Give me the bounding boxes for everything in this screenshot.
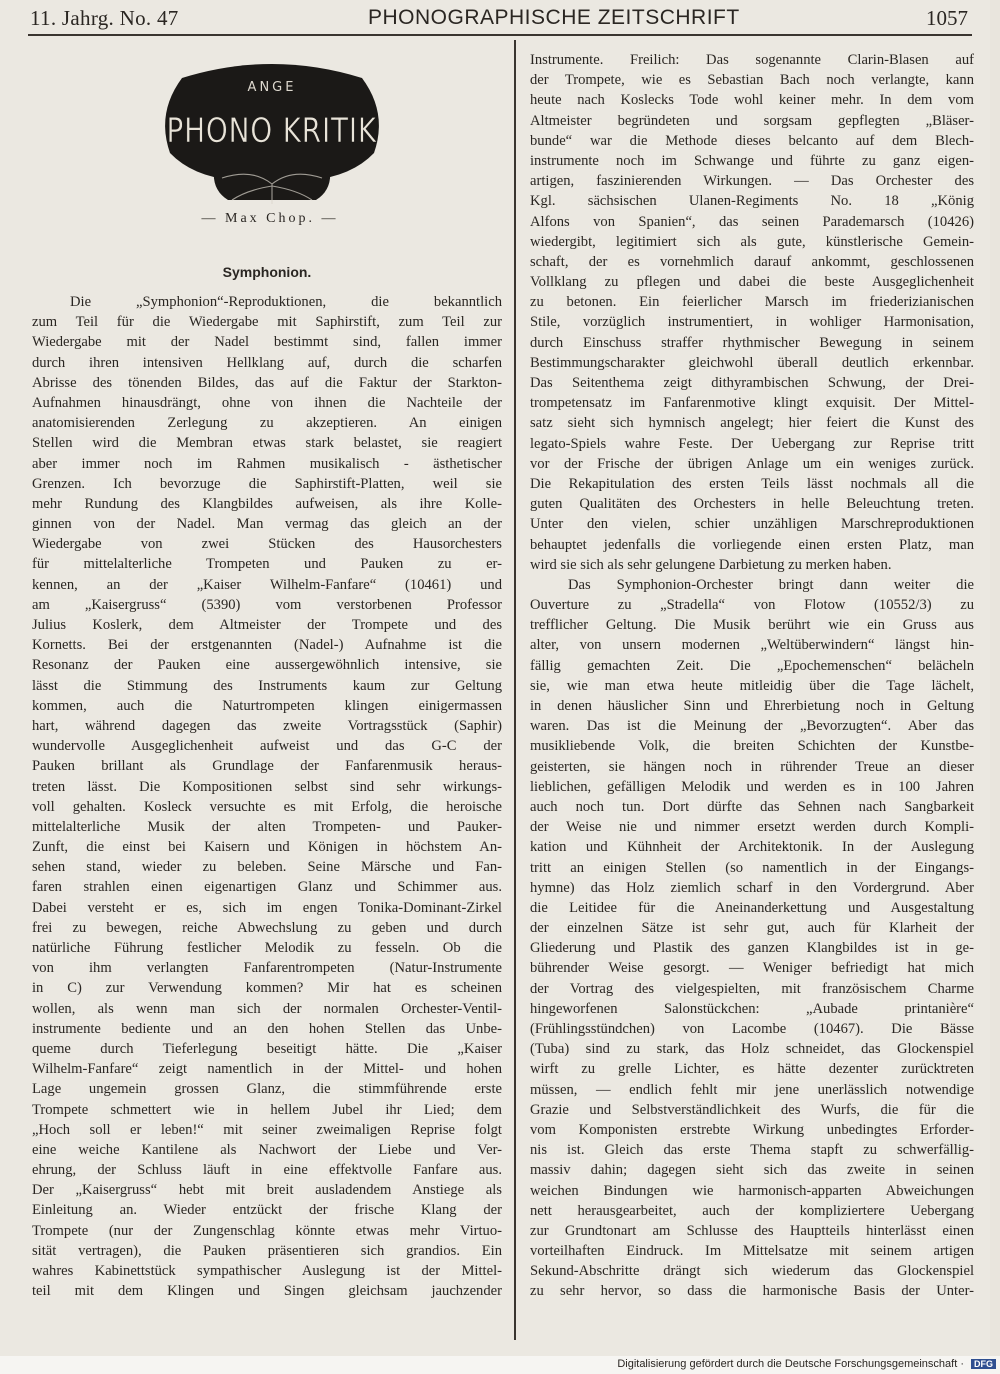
text-line: sität vertragen), die Pauken präsentieren sich grandios. Ein	[32, 1242, 502, 1259]
text-line: Instrumente. Freilich: Das sogenannte Clarin-Blasen auf	[530, 52, 974, 68]
text-line: müssen, — endlich fehlt mir jene unerlässlich notwendige	[530, 1081, 974, 1098]
text-line: Pauken brillant als Grundlage der Fanfarenmusik heraus-	[32, 758, 502, 775]
text-line: trompetensatz im Fanfarenmotive klingt exquisit. Der Mittel-	[530, 395, 974, 412]
text-line: Zunft, die einst bei Kaisern und Königen in höchstem An-	[32, 839, 502, 856]
text-line: faren strahlen einen eigenartigen Glanz und Schimmer aus.	[32, 879, 502, 896]
svg-text:ANGE: ANGE	[247, 80, 297, 95]
text-line: zur Grundtonart am Schlusse des Hauptteils hinterlässt einen	[530, 1222, 974, 1239]
page-number: 1057	[926, 6, 968, 30]
text-line: Julius Koslerk, dem Altmeister der Trompete und des	[32, 617, 502, 633]
text-line: in denen häuslicher Sinn und Ehrerbietung noch in Geltung	[530, 698, 974, 714]
text-line: die Leitidee für die Aneinanderkettung und Ausgestaltung	[530, 899, 974, 916]
text-line: vor der Frische der übrigen Anlage um ein weniges zurück.	[530, 455, 974, 472]
text-line: zum Teil für die Wiedergabe mit Saphirstift, zum Teil zur	[32, 314, 502, 331]
text-line: tritt an einigen Stellen (so namentlich in der Eingangs-	[530, 859, 974, 876]
text-line: behauptet jedenfalls die vorliegende einen ersten Platz, man	[530, 536, 974, 553]
text-line: hymne) das Holz ziemlich scharf in den Vordergrund. Aber	[530, 879, 974, 896]
text-line: Sekund-Abschritte drängt sich wiederum das Glockenspiel	[530, 1263, 974, 1280]
text-line: sie, wie man etwa heute mitleidig über die Tage lächelt,	[530, 677, 974, 694]
text-line: lieblichen, gefälligen Melodik und werden es in 100 Jahren	[530, 778, 974, 795]
text-line: hart, während dagegen das zweite Vortragsstück (Saphir)	[32, 717, 502, 734]
text-line: natürliche Führung festlicher Melodik zu fesseln. Ob die	[32, 940, 502, 956]
text-line: kennen, an der „Kaiser Wilhelm-Fanfare“ (10461) und	[32, 576, 502, 593]
text-line: Wiedergabe von zwei Stücken des Hausorchesters	[32, 536, 502, 553]
text-line: artigen, faszinierenden Wirkungen. — Das Orchester des	[530, 173, 974, 190]
text-line: eine weiche Kantilene als Nachwort der Liebe und Ver-	[32, 1141, 502, 1158]
text-line: musikliebende Volk, die breiten Schichten der Kunstbe-	[530, 738, 974, 755]
text-line: Altmeister begründeten und sorgsam gepflegten „Bläser-	[530, 112, 974, 129]
text-line: Unter den vielen, schier unzähligen Marschreproduktionen	[530, 516, 974, 533]
text-line: alter, von unsern modernen „Weltüberwindern“ längst hin-	[530, 637, 974, 654]
text-line: zu sehr hervor, so dass die harmonische Basis der Unter-	[530, 1283, 974, 1300]
text-line: der Weise nie und nimmer ersetzt werden durch Kompli-	[530, 819, 974, 836]
text-line: legato-Spiels wahre Feste. Der Uebergang zur Reprise tritt	[530, 435, 974, 452]
text-line: weichen Bindungen wie harmonisch-apparten Abweichungen	[530, 1182, 974, 1199]
text-line: durch Einschuss straffer rhythmischer Bewegung in seinem	[530, 334, 974, 351]
byline: — Max Chop. —	[201, 211, 339, 226]
text-line: hingeworfenen Salonstückchen: „Aubade printanière“	[530, 1000, 974, 1017]
text-line: Vollklang zu pflegen und dabei die beste Ausgeglichenheit	[530, 274, 974, 291]
text-line: satz sieht sich hymnisch angelegt; hier feiert die Kunst des	[530, 415, 974, 432]
text-line: Bestimmungscharakter gleichwohl überall deutlich erkennbar.	[530, 354, 974, 371]
text-line: Ouverture zu „Stradella“ von Flotow (10552/3) zu	[530, 597, 974, 614]
text-line: ehrung, der Schluss läuft in eine effektvolle Fanfare aus.	[32, 1162, 502, 1179]
text-line: sehen stand, wieder zu beleben. Seine Märsche und Fan-	[32, 859, 502, 876]
text-line: Trompete schmettert wie in hellem Jubel ihr Lied; dem	[32, 1101, 502, 1118]
journal-title: PHONOGRAPHISCHE ZEITSCHRIFT	[368, 6, 740, 29]
text-line: trefflicher Geltung. Die Musik berührt wie ein Gruss aus	[530, 617, 974, 634]
text-line: kation und Kühnheit der Architektonik. In der Auslegung	[530, 839, 974, 856]
text-line: (Tuba) sind zu stark, das Holz schneidet, das Glockenspiel	[530, 1041, 974, 1058]
footer-credit: Digitalisierung gefördert durch die Deutsche Forschungsgemeinschaft ·	[617, 1358, 964, 1370]
svg-text:PHONO KRITIK: PHONO KRITIK	[166, 111, 378, 151]
text-line: der Vortrag des vielgespielten, mit französischem Charme	[530, 980, 974, 997]
text-line: vorteilhaften Eindruck. Im Mittelsatze mit seinem artigen	[530, 1243, 974, 1260]
text-line: queme durch Tieferlegung beseitigt hätte. Die „Kaiser	[32, 1040, 502, 1057]
text-line: Einleitung an. Wieder entzückt der frische Klang der	[32, 1202, 502, 1219]
text-line: kommen, auch die Naturtrompeten klingen einigermassen	[32, 697, 502, 714]
text-line: waren. Das ist die Meinung der „Bevorzugten“. Aber das	[530, 718, 974, 735]
text-line: Die „Symphonion“-Reproduktionen, die bekanntlich	[70, 294, 502, 310]
text-line: von ihm verlangten Fanfarentrompeten (Natur-Instrumente	[32, 960, 502, 977]
text-line: Die Rekapitulation des ersten Teils lässt nochmals all die	[530, 475, 974, 492]
text-line: wundervolle Ausgeglichenheit aufweist und das G-C der	[32, 738, 502, 755]
text-line: zu betonen. Ein feierlicher Marsch im friederizianischen	[530, 294, 974, 311]
text-line: Kgl. sächsischen Ulanen-Regiments No. 18 „König	[530, 193, 974, 210]
text-line: nis ist. Gleich das erste Thema stapft zu schwerfällig-	[530, 1142, 974, 1159]
text-line: am „Kaisergruss“ (5390) vom verstorbenen Professor	[32, 596, 502, 613]
text-line: Grenzen. Ich bevorzuge die Saphirstift-Platten, weil sie	[32, 475, 502, 492]
text-line: Wiedergabe mit der Nadel bestimmt sind, fallen immer	[32, 334, 502, 351]
text-line: mittelalterliche Musik der alten Trompeten- und Pauker-	[32, 818, 502, 835]
text-line: wirft zu grelle Lichter, es hätte dezenter zurücktreten	[530, 1061, 974, 1078]
text-line: frei zu bewegen, reiche Abwechslung zu geben und durch	[32, 919, 502, 936]
text-line: instrumente bediente und an den hohen Stellen das Unbe-	[32, 1020, 502, 1037]
text-line: schaft, der es vornehmlich darauf ankommt, geschlossenen	[530, 253, 974, 270]
text-line: wollen, als wenn man sich der normalen Orchester-Ventil-	[32, 1000, 502, 1017]
text-line: bührender Weise gesorgt. — Weniger befriedigt hat mich	[530, 960, 974, 977]
text-line: der einzelnen Sätze ist sehr gut, auch für Klarheit der	[530, 920, 974, 937]
text-line: Das Seitenthema zeigt dithyrambischen Schwung, der Drei-	[530, 375, 974, 391]
dfg-badge: DFG	[971, 1359, 996, 1369]
text-line: heute nach Koslecks Tode wohl keiner mehr. In dem vom	[530, 92, 974, 109]
text-line: anatomisierenden Zerlegung zu akzeptieren. An einigen	[32, 415, 502, 432]
text-line: der Trompete, wie es Sebastian Bach noch verlangte, kann	[530, 72, 974, 89]
text-line: Dabei versteht er es, sich im engen Tonika-Dominant-Zirkel	[32, 899, 502, 916]
text-line: vom Komponisten erstrebte Wirkung unbedingtes Erforder-	[530, 1121, 974, 1138]
text-line: auch noch tun. Dort dürfte das Sehnen nach Sangbarkeit	[530, 798, 974, 815]
text-line: mehr Rundung des Klangbildes aufweisen, als ihre Kolle-	[32, 495, 502, 512]
text-line: nett herausgearbeitet, auch der kompliziertere Uebergang	[530, 1202, 974, 1219]
text-line: Lage ungemein grossen Glanz, die stimmführende erste	[32, 1081, 502, 1098]
text-line: Alfons von Spanien“, das seinen Parademarsch (10426)	[530, 213, 974, 230]
text-line: wahres Kabinettstück sympathischer Auslegung ist der Mittel-	[32, 1263, 502, 1279]
text-line: Aufnahmen hinausdrängt, ohne von ihnen die Nachteile der	[32, 394, 502, 411]
footer	[0, 1356, 1000, 1374]
text-line: Trompete (nur der Zungenschlag könnte etwas mehr Virtuo-	[32, 1222, 502, 1239]
page-header	[28, 4, 972, 36]
text-line: instrumente noch im Schwange und führte zu ganz eigen-	[530, 152, 974, 169]
left-column	[32, 292, 502, 1301]
text-line: massiv dahin; dagegen sieht sich das zweite in seinen	[530, 1162, 974, 1179]
text-line: Stellen wird die Membran etwas stark belastet, sie reagiert	[32, 435, 502, 452]
text-line: geisterten, sie hängen noch in rührender Treue an dieser	[530, 758, 974, 775]
gramophone-horn-icon	[152, 58, 392, 208]
text-line: Gliederung und Plastik des ganzen Klangbildes ist in ge-	[530, 940, 974, 957]
text-line: fällig gemachten Zeit. Die „Epochemenschen“ belächeln	[530, 657, 974, 674]
text-line: Stile, vorzüglich instrumentiert, in wohliger Harmonisation,	[530, 314, 974, 331]
text-line: wird sie sich als sehr gelungene Darbietung zu merken haben.	[530, 556, 892, 573]
text-line: Kornetts. Bei der erstgenannten (Nadel-) Aufnahme ist die	[32, 637, 502, 654]
text-line: Resonanz der Pauken eine aussergewöhnlich intensive, sie	[32, 657, 502, 674]
text-line: ginnen von der Nadel. Man vermag das gleich an der	[32, 516, 502, 533]
text-line: „Hoch soll er leben!“ mit seiner zweimaligen Reprise folgt	[32, 1121, 502, 1138]
text-line: Der „Kaisergruss“ hebt mit breit ausladendem Anstiege als	[32, 1182, 502, 1199]
text-line: wiedergibt, legitimiert sich als gute, künstlerische Gemein-	[530, 233, 974, 250]
text-line: durch ihren intensiven Hellklang auf, durch die scharfen	[32, 354, 502, 371]
text-line: voll gehalten. Kosleck versuchte es mit Erfolg, die heroische	[32, 798, 502, 815]
text-line: Das Symphonion-Orchester bringt dann weiter die	[568, 576, 974, 593]
text-line: guten Qualitäten des Orchesters in helle Beleuchtung treten.	[530, 496, 974, 513]
text-line: lässt die Stimmung des Instruments kaum zur Geltung	[32, 677, 502, 694]
text-line: aber immer noch im Rahmen musikalisch - ästhetischer	[32, 455, 502, 472]
text-line: Abrisse des tönenden Bildes, das auf die Faktur der Starkton-	[32, 374, 502, 391]
text-line: (Frühlingsstündchen) von Lacombe (10467). Die Bässe	[530, 1021, 974, 1037]
text-line: in C) zur Verwendung kommen? Mir hat es scheinen	[32, 980, 502, 997]
text-line: Wilhelm-Fanfare“ zeigt namentlich in der Mittel- und hohen	[32, 1061, 502, 1078]
text-line: für mittelalterliche Trompeten und Pauken zu er-	[32, 556, 502, 573]
issue-info: 11. Jahrg. No. 47	[30, 6, 179, 30]
article-title: Symphonion.	[222, 264, 312, 280]
text-line: bunde“ war die Methode dieses belcanto auf dem Blech-	[530, 132, 974, 149]
text-line: Grazie und Selbstverständlichkeit des Wurfs, die für die	[530, 1101, 974, 1118]
text-line: teil mit dem Klingen und Singen gleichsam jauchzender	[32, 1283, 502, 1300]
phono-kritik-logo	[152, 58, 392, 208]
text-line: treten lässt. Die Kompositionen selbst sind sehr wirkungs-	[32, 778, 502, 795]
right-column	[530, 50, 974, 1302]
column-divider	[514, 40, 516, 1340]
